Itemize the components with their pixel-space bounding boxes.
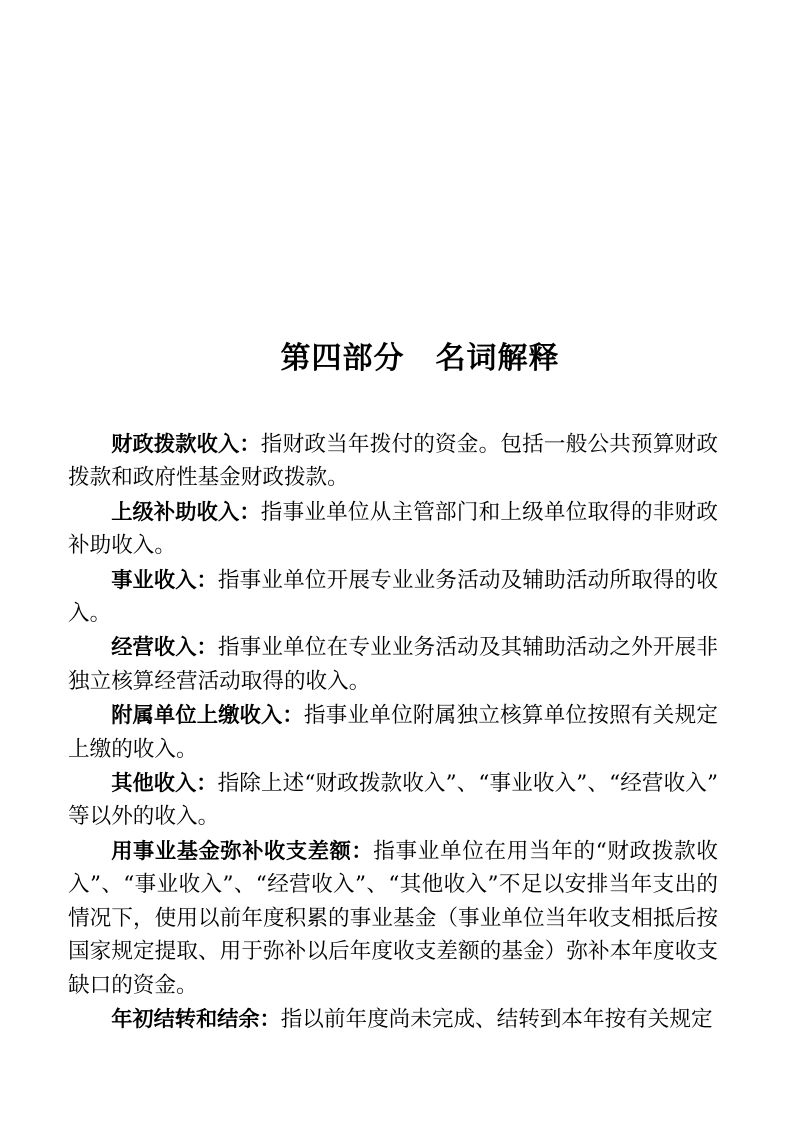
term-label: 附属单位上缴收入： <box>111 702 304 728</box>
term-label: 上级补助收入： <box>111 498 261 524</box>
term-definition: 指财政当年拨付的资金。包括一般公共预算财政拨款和政府性基金财政拨款。 <box>68 432 718 491</box>
term-definition: 指事业单位附属独立核算单位按照有关规定上缴的收入。 <box>68 703 718 762</box>
term-definition: 指事业单位在专业业务活动及其辅助活动之外开展非独立核算经营活动取得的收入。 <box>68 635 718 694</box>
glossary-paragraph <box>68 834 718 1002</box>
term-label: 事业收入： <box>111 566 218 592</box>
glossary-paragraph <box>68 766 718 834</box>
term-label: 财政拨款收入： <box>111 431 261 456</box>
term-definition: 指事业单位开展专业业务活动及辅助活动所取得的收入。 <box>68 567 718 627</box>
term-definition: 指除上述“财政拨款收入”、“事业收入”、“经营收入”等以外的收入。 <box>68 771 718 830</box>
term-label: 年初结转和结余： <box>111 1005 281 1031</box>
glossary-body <box>68 427 718 1036</box>
term-label: 用事业基金弥补收支差额： <box>111 837 374 863</box>
glossary-paragraph <box>68 495 718 563</box>
glossary-paragraph <box>68 630 718 698</box>
glossary-paragraph <box>68 698 718 766</box>
term-definition: 指以前年度尚未完成、结转到本年按有关规定 <box>280 1006 713 1032</box>
term-definition: 指事业单位在用当年的“财政拨款收入”、“事业收入”、“经营收入”、“其他收入”不足以安排当年支出的情况下，使用以前年度积累的事业基金（事业单位当年收支相抵后按国家规定提取、用于弥补以后年度收支差额的基金）弥补本年度收支缺口的资金。 <box>68 838 718 998</box>
term-definition: 指事业单位从主管部门和上级单位取得的非财政补助收入。 <box>68 499 718 559</box>
glossary-paragraph <box>68 427 718 495</box>
glossary-paragraph <box>68 1002 718 1036</box>
glossary-paragraph <box>68 563 718 631</box>
term-label: 经营收入： <box>111 634 218 660</box>
page-title: 第四部分 名词解释 <box>280 341 560 376</box>
term-label: 其他收入： <box>111 770 218 796</box>
